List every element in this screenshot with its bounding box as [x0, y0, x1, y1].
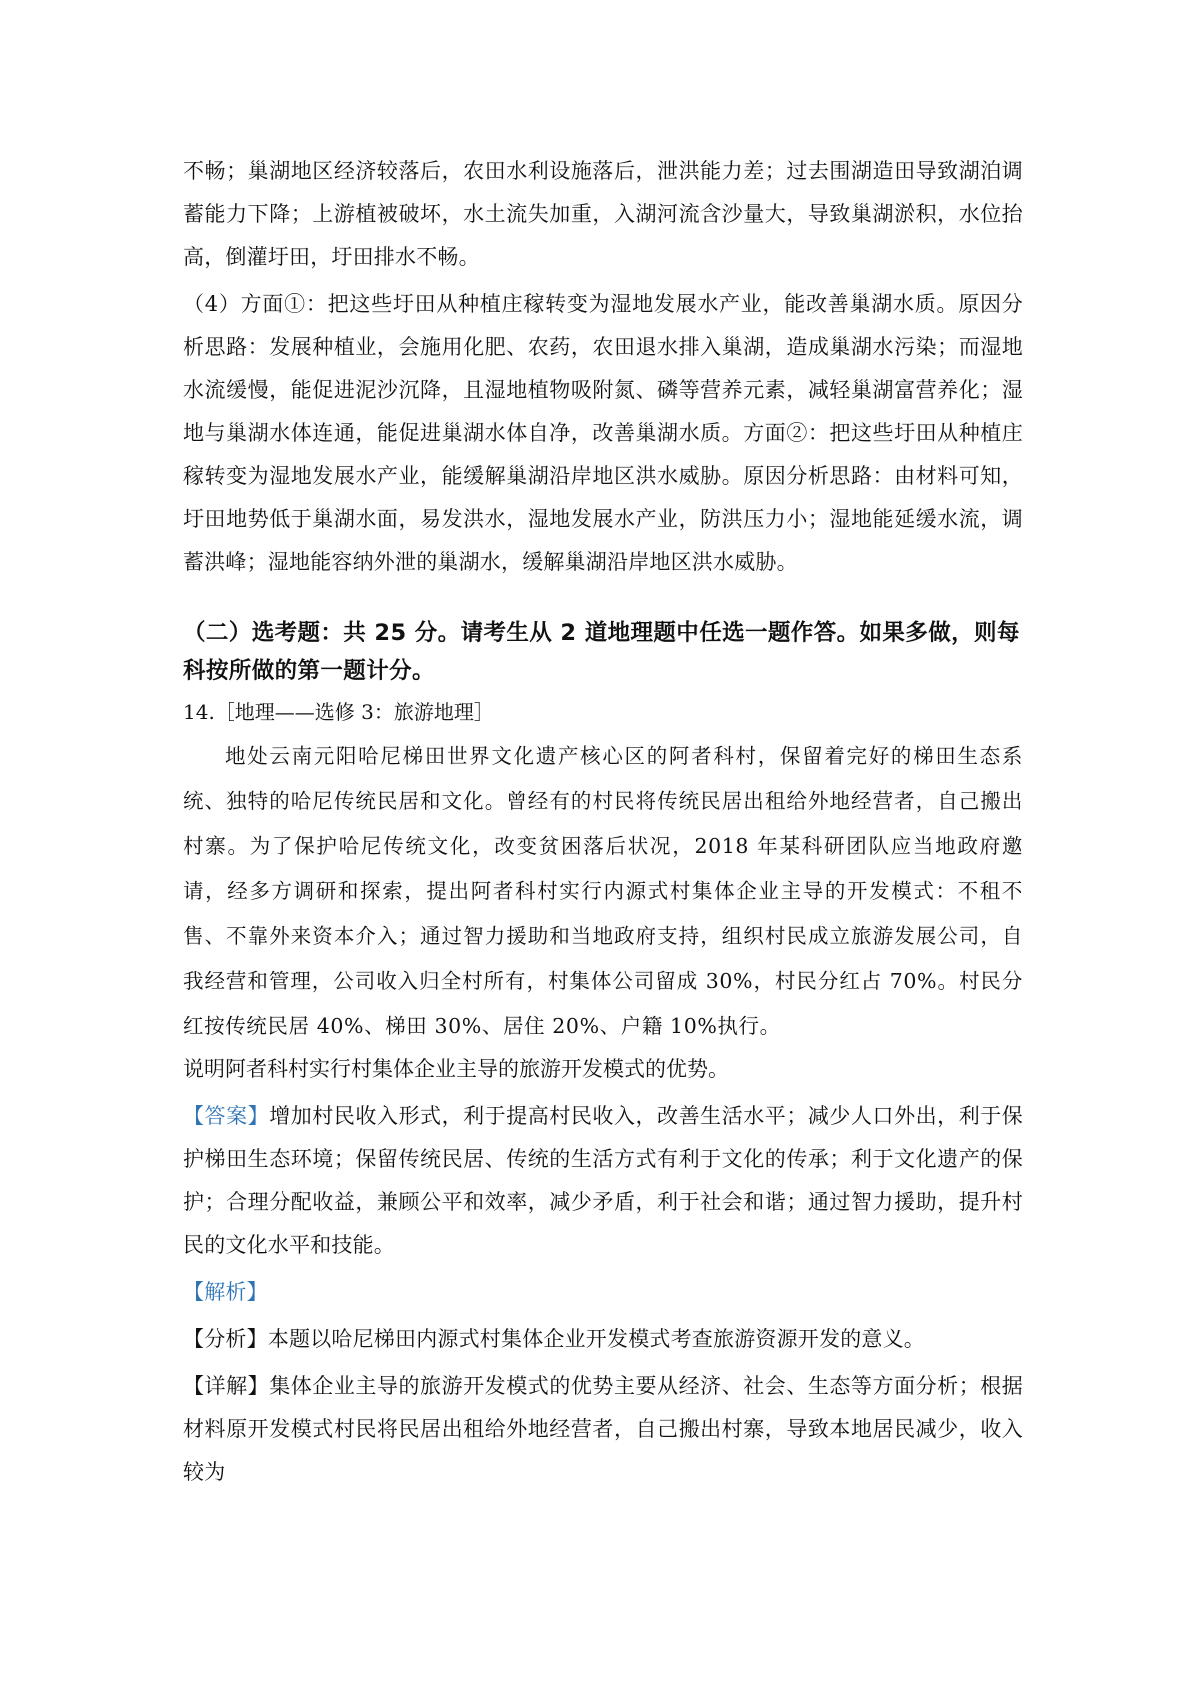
- answer-tag: 【答案】: [183, 1104, 270, 1128]
- section-heading-elective: （二）选考题：共 25 分。请考生从 2 道地理题中任选一题作答。如果多做，则每科按所做的第一题计分。: [183, 620, 1020, 684]
- document-page: [183, 150, 1023, 1494]
- question-14-prompt: 说明阿者科村实行村集体企业主导的旅游开发模式的优势。: [183, 1057, 729, 1081]
- fenxi-paragraph: [183, 1318, 1023, 1361]
- fenxi-tag: 【分析】: [183, 1327, 268, 1351]
- xiangjie-text: 集体企业主导的旅游开发模式的优势主要从经济、社会、生态等方面分析；根据材料原开发模式村民将民居出租给外地经营者，自己搬出村寨，导致本地居民减少，收入较为: [183, 1374, 1023, 1484]
- fenxi-text: 本题以哈尼梯田内源式村集体企业开发模式考查旅游资源开发的意义。: [267, 1327, 926, 1351]
- analysis-heading: [183, 1271, 1023, 1314]
- analysis-tag: 【解析】: [183, 1280, 268, 1304]
- question-14-title: 14.［地理——选修 3：旅游地理］: [183, 700, 494, 724]
- question-14-material: 地处云南元阳哈尼梯田世界文化遗产核心区的阿者科村，保留着完好的梯田生态系统、独特的哈尼传统民居和文化。曾经有的村民将传统民居出租给外地经营者，自己搬出村寨。为了保护哈尼传统文化，改变贫困落后状况，2018 年某科研团队应当地政府邀请，经多方调研和探索，提出阿者科村实行内源式村集体企业主导的开发模式：不租不售、不靠外来资本介入；通过智力援助和当地政府支持，组织村民成立旅游发展公司，自我经营和管理，公司收入归全村所有，村集体公司留成 30%，村民分红占 70%。村民分红按传统民居 40%、梯田 30%、居住 20%、户籍 10%执行。: [183, 744, 1023, 1038]
- answer-paragraph: [183, 1095, 1023, 1267]
- xiangjie-tag: 【详解】: [183, 1374, 270, 1398]
- xiangjie-paragraph: [183, 1365, 1023, 1494]
- paragraph-q13-part3-continued: 不畅；巢湖地区经济较落后，农田水利设施落后，泄洪能力差；过去围湖造田导致湖泊调蓄能力下降；上游植被破坏，水土流失加重，入湖河流含沙量大，导致巢湖淤积，水位抬高，倒灌圩田，圩田排水不畅。: [183, 159, 1023, 269]
- spacer: [183, 584, 1023, 614]
- paragraph-q13-part4: （4）方面①：把这些圩田从种植庄稼转变为湿地发展水产业，能改善巢湖水质。原因分析思路：发展种植业，会施用化肥、农药，农田退水排入巢湖，造成巢湖水污染；而湿地水流缓慢，能促进泥沙沉降，且湿地植物吸附氮、磷等营养元素，减轻巢湖富营养化；湿地与巢湖水体连通，能促进巢湖水体自净，改善巢湖水质。方面②：把这些圩田从种植庄稼转变为湿地发展水产业，能缓解巢湖沿岸地区洪水威胁。原因分析思路：由材料可知，圩田地势低于巢湖水面，易发洪水，湿地发展水产业，防洪压力小；湿地能延缓水流，调蓄洪峰；湿地能容纳外泄的巢湖水，缓解巢湖沿岸地区洪水威胁。: [183, 292, 1023, 574]
- answer-text: 增加村民收入形式，利于提高村民收入，改善生活水平；减少人口外出，利于保护梯田生态环境；保留传统民居、传统的生活方式有利于文化的传承；利于文化遗产的保护；合理分配收益，兼顾公平和效率，减少矛盾，利于社会和谐；通过智力援助，提升村民的文化水平和技能。: [183, 1104, 1023, 1257]
